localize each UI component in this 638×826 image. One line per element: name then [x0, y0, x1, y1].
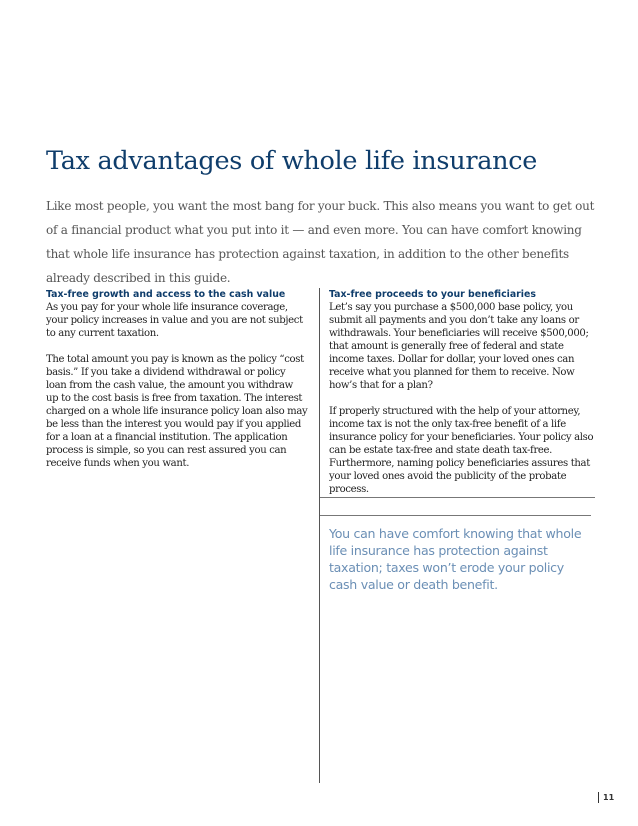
- page-number: 11: [603, 793, 615, 802]
- intro-paragraph: Like most people, you want the most bang for your buck. This also means you want to get out of a financial product what you put into it — and even more. You can have comfort knowing that whole life insurance has protection against taxation, in addition to the other benefits already described in this guide.: [46, 199, 595, 285]
- quote-rule-bottom: [320, 515, 591, 516]
- left-paragraph-2: The total amount you pay is known as the policy “cost basis.” If you take a dividend withdrawal or policy loan from the cash value, the amount you withdraw up to the cost basis is free from taxation. The interest charged on a whole life insurance policy loan also may be less than the interest you would pay if you applied for a loan at a financial institution. The application process is simple, so you can rest assured you can receive funds when you want.: [46, 354, 308, 469]
- quote-rule-top: [320, 497, 595, 498]
- column-divider: [319, 288, 320, 783]
- pull-quote: You can have comfort knowing that whole life insurance has protection against taxation; taxes won’t erode your policy cash value or death benefit.: [329, 526, 582, 592]
- left-column: [46, 288, 308, 483]
- page-number-bar: [598, 792, 599, 803]
- right-paragraph-1: Let’s say you purchase a $500,000 base policy, you submit all payments and you don’t take any loans or withdrawals. Your beneficiaries will receive $500,000; that amount is generally free of federal and state income taxes. Dollar for dollar, your loved ones can receive what you planned for them to receive. Now how’s that for a plan?: [329, 302, 589, 391]
- right-paragraph-2: If properly structured with the help of your attorney, income tax is not the only tax-free benefit of a life insurance policy for your beneficiaries. Your policy also can be estate tax-free and state death tax-free. Furthermore, naming policy beneficiaries assures that your loved ones avoid the publicity of the probate process.: [329, 406, 594, 495]
- page-title: Tax advantages of whole life insurance: [46, 146, 538, 176]
- right-column-heading: Tax-free proceeds to your beneficiaries: [329, 289, 536, 300]
- left-column-heading: Tax-free growth and access to the cash value: [46, 289, 286, 300]
- left-paragraph-1: As you pay for your whole life insurance coverage, your policy increases in value and you are not subject to any current taxation.: [46, 302, 303, 339]
- right-column: [329, 288, 595, 509]
